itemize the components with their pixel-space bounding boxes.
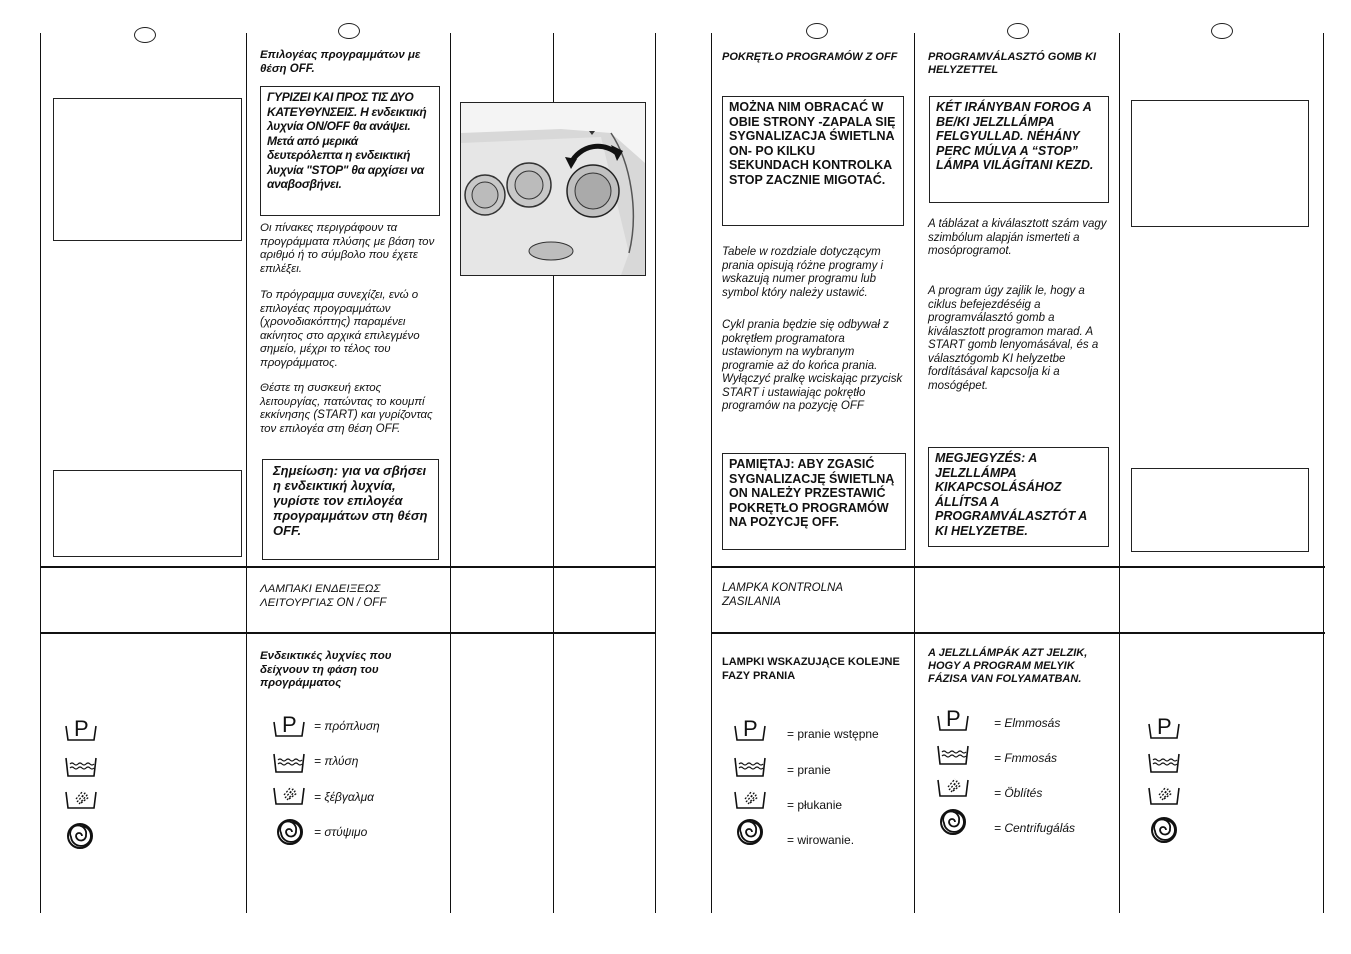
column-rule xyxy=(655,33,656,913)
greek-legend-wash: = πλύση xyxy=(314,754,359,768)
empty-note-box xyxy=(53,470,242,557)
empty-note-box xyxy=(1131,468,1309,552)
greek-legend-spin: = στύψιμο xyxy=(314,825,368,839)
polish-legend-rinse: = płukanie xyxy=(787,798,843,812)
polish-section-phase: LAMPKI WSKAZUJĄCE KOLEJNE FAZY PRANIA xyxy=(722,656,900,682)
selector-knob-illustration xyxy=(460,102,646,276)
greek-note-box: Σημείωση: για να σβήσει η ενδεικτική λυχνία, γυρίστε τον επιλογέα προγραμμάτων στη θέση OFF. xyxy=(262,459,439,560)
hungarian-title: PROGRAMVÁLASZTÓ GOMB KI HELYZETTEL xyxy=(928,51,1097,76)
hungarian-paragraph-1: A táblázat a kiválasztott szám vagy szimbólum alapján ismerteti a mosóprogramot. xyxy=(928,218,1107,257)
spin-icon xyxy=(64,820,96,852)
rinse-icon xyxy=(64,784,98,812)
prewash-icon xyxy=(272,710,306,742)
greek-instruction-box: ΓΥΡΙΖΕΙ ΚΑΙ ΠΡΟΣ ΤΙΣ ΔΥΟ ΚΑΤΕΥΘΥΝΣΕΙΣ. Η ενδεικτική λυχνία ON/OFF θα ανάψει. Μετά από μερικά δευτερόλεπτα η ενδεικτική λυχνία "STOP" θα αρχίσει να αναβοσβήνει. xyxy=(260,86,440,216)
wash-icon xyxy=(733,752,767,780)
greek-legend-prewash: = πρόπλυση xyxy=(314,719,380,733)
column-rule xyxy=(1119,33,1120,913)
hungarian-section-phase: A JELZLLÁMPÁK AZT JELZIK, HOGY A PROGRAM MELYIK FÁZISA VAN FOLYAMATBAN. xyxy=(928,647,1088,685)
polish-legend-spin: = wirowanie. xyxy=(787,833,855,847)
language-flag-marker xyxy=(134,27,156,43)
polish-section-onoff: LAMPKA KONTROLNA ZASILANIA xyxy=(722,582,843,608)
empty-text-box xyxy=(53,98,242,241)
hungarian-legend-wash: = Fmmosás xyxy=(994,751,1058,765)
spin-icon xyxy=(274,816,306,848)
greek-section-phase: Ενδεικτικές λυχνίες που δείχνουν τη φάση του προγράμματος xyxy=(260,650,392,689)
rinse-icon xyxy=(272,780,306,808)
column-rule xyxy=(711,33,712,913)
rinse-icon xyxy=(1147,780,1181,808)
column-rule xyxy=(914,33,915,913)
spin-icon xyxy=(1148,814,1180,846)
row-rule xyxy=(40,632,656,634)
greek-section-onoff: ΛΑΜΠΑΚΙ ΕΝΔΕΙΞΕΩΣ ΛΕΙΤΟΥΡΓΙΑΣ ON / OFF xyxy=(260,583,387,609)
prewash-icon xyxy=(64,714,98,746)
hungarian-paragraph-2: A program úgy zajlik le, hogy a ciklus befejezdéséig a programválasztó gomb a kiválasztott programon marad. A START gomb lenyomásával, és a választógomb KI helyzetbe fordításával kapcsolja ki a mosógépet. xyxy=(928,285,1099,392)
column-rule xyxy=(450,33,451,913)
hungarian-note-box: MEGJEGYZÉS: A JELZLLÁMPA KIKAPCSOLÁSÁHOZ ÁLLÍTSA A PROGRAMVÁLASZTÓT A KI HELYZETBE. xyxy=(928,447,1109,547)
spin-icon xyxy=(734,816,766,848)
wash-icon xyxy=(936,740,970,768)
polish-paragraph-2: Cykl prania będzie się odbywał z pokrętłem programatora ustawionym na wybranym programie aż do końca prania. Wyłączyć pralkę wciskając przycisk START i ustawiając pokrętło programów na pozycję OFF xyxy=(722,319,903,412)
wash-icon xyxy=(64,752,98,780)
polish-legend-prewash: = pranie wstępne xyxy=(787,727,879,741)
column-rule xyxy=(246,33,247,913)
polish-title: POKRĘTŁO PROGRAMÓW Z OFF xyxy=(722,51,898,63)
prewash-icon xyxy=(733,714,767,746)
column-rule xyxy=(1323,33,1324,913)
polish-instruction-box: MOŻNA NIM OBRACAĆ W OBIE STRONY -ZAPALA SIĘ SYGNALIZACJA ŚWIETLNA ON- PO KILKU SEKUNDACH KONTROLKA STOP ZACZNIE MIGOTAĆ. xyxy=(722,96,904,226)
row-rule xyxy=(40,566,656,568)
greek-title: Επιλογέας προγραμμάτων με θέση OFF. xyxy=(260,49,421,75)
hungarian-legend-spin: = Centrifugálás xyxy=(994,821,1076,835)
language-flag-marker xyxy=(1007,23,1029,39)
prewash-icon xyxy=(936,704,970,736)
greek-paragraph-3: Θέστε τη συσκευή εκτος λειτουργίας, πατώντας το κουμπί εκκίνησης (START) και γυρίζοντας τον επιλογέα στη θέση OFF. xyxy=(260,382,433,435)
rinse-icon xyxy=(936,772,970,800)
language-flag-marker xyxy=(1211,23,1233,39)
prewash-icon xyxy=(1147,712,1181,744)
greek-paragraph-2: Το πρόγραμμα συνεχίζει, ενώ ο επιλογέας προγραμμάτων (χρονοδιακόπτης) παραμένει ακίνητος στο αρχικά επιλεγμένο σημείο, μέχρι το τέλος του προγράμματος. xyxy=(260,289,420,369)
polish-legend-wash: = pranie xyxy=(787,763,831,777)
hungarian-legend-rinse: = Öblítés xyxy=(994,786,1043,800)
empty-text-box xyxy=(1131,100,1309,227)
wash-icon xyxy=(1147,748,1181,776)
polish-note-box: PAMIĘTAJ: ABY ZGASIĆ SYGNALIZACJĘ ŚWIETLNĄ ON NALEŻY PRZESTAWIĆ POKRĘTŁO PROGRAMÓW NA POZYCJĘ OFF. xyxy=(722,453,906,550)
language-flag-marker xyxy=(338,23,360,39)
greek-paragraph-1: Οι πίνακες περιγράφουν τα προγράμματα πλύσης με βάση τον αριθμό ή το σύμβολο που έχετε επιλέξει. xyxy=(260,222,435,275)
column-rule xyxy=(40,33,41,913)
polish-paragraph-1: Tabele w rozdziale dotyczącym prania opisują różne programy i wskazują numer programu lub symbol który należy ustawić. xyxy=(722,246,884,299)
rinse-icon xyxy=(733,784,767,812)
row-rule xyxy=(711,566,1325,568)
hungarian-instruction-box: KÉT IRÁNYBAN FOROG A BE/KI JELZLLÁMPA FELGYULLAD. NÉHÁNY PERC MÚLVA A “STOP” LÁMPA VILÁGÍTANI KEZD. xyxy=(929,96,1109,203)
row-rule xyxy=(711,632,1325,634)
wash-icon xyxy=(272,748,306,776)
spin-icon xyxy=(937,806,969,838)
hungarian-legend-prewash: = Elmmosás xyxy=(994,716,1061,730)
language-flag-marker xyxy=(806,23,828,39)
greek-legend-rinse: = ξέβγαλμα xyxy=(314,790,374,804)
